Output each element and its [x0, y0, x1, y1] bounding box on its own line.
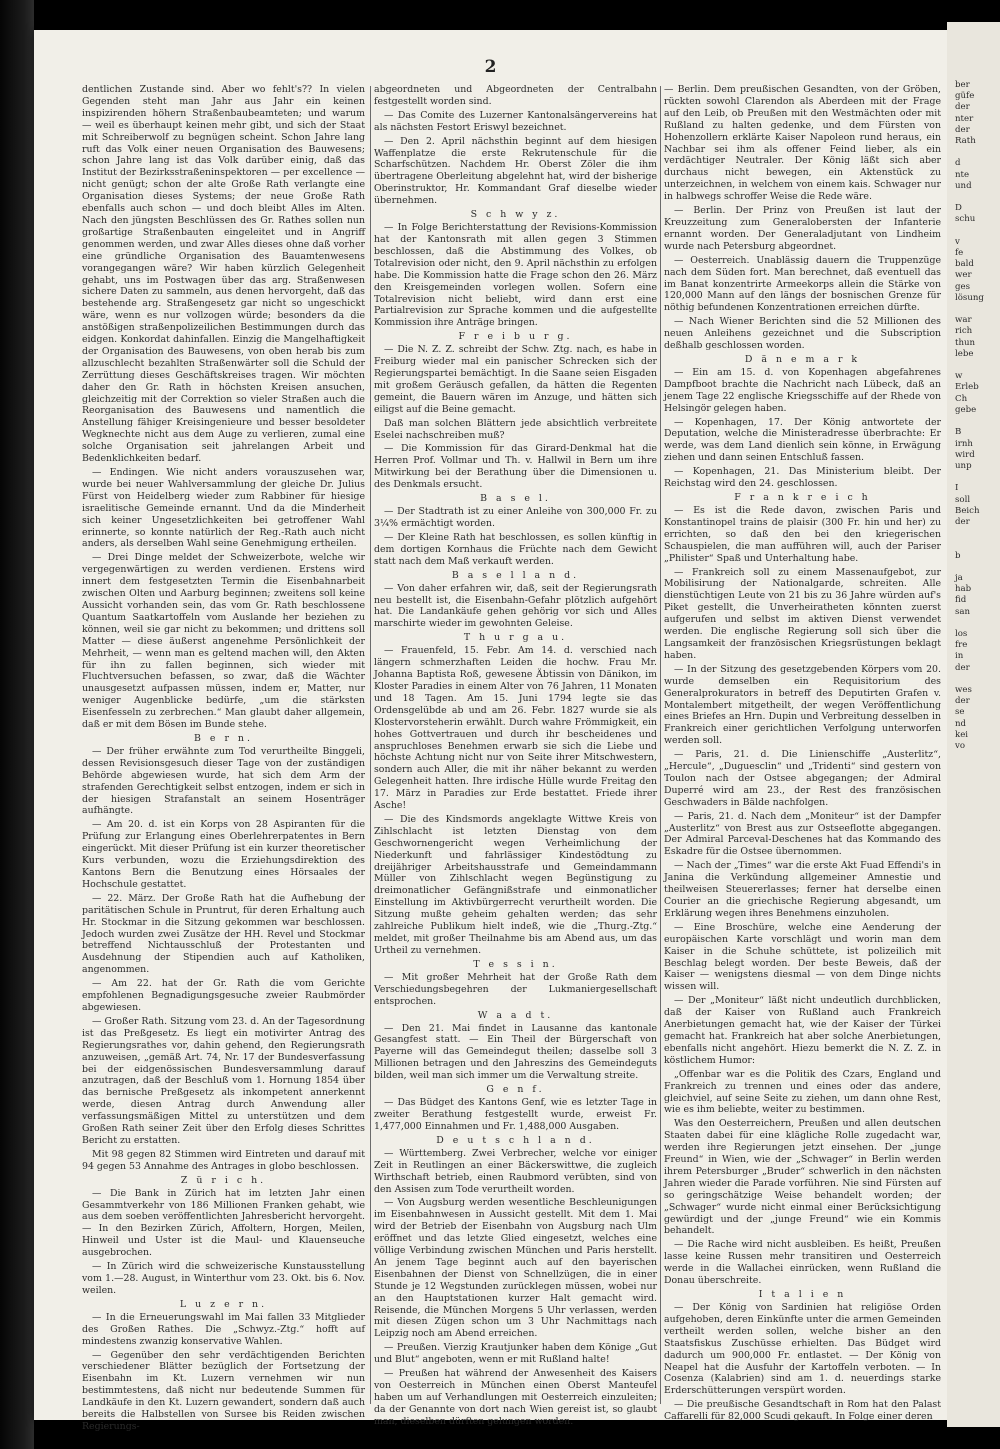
section-heading: G e n f. [486, 1084, 545, 1096]
article-text: — Der Kleine Rath hat beschlossen, es sollen künftig in dem dortigen Kornhaus die Früchte nach dem Gewicht statt nach dem Maß verkauft werden. [374, 531, 657, 567]
article-block [664, 1069, 941, 1117]
article-block [664, 664, 941, 747]
article-text: — Der „Moniteur“ läßt nicht undeutlich durchblicken, daß der Kaiser von Rußland auch Frankreich Anerbietungen gemacht hat, wie der Kaiser der Türkei gemacht hat. Frankreich hat aber solche Anerbietungen, ebenfalls nicht angehört. Hiezu bemerkt die N. Z. Z. in köstlichem Humor: [664, 995, 941, 1066]
article-block [664, 995, 941, 1066]
newspaper-page [34, 30, 947, 1432]
article-block [82, 978, 365, 1014]
scan-background-left [0, 0, 34, 1449]
column-2 [374, 84, 657, 1427]
section-heading: I t a l i e n [758, 1289, 847, 1300]
section-heading: F r a n k r e i c h [734, 492, 871, 503]
article-block [374, 209, 657, 329]
article-text: — Am 22. hat der Gr. Rath die vom Gerichte empfohlenen Begnadigungsgesuche zweier Raubmörder abgewiesen. [82, 978, 365, 1013]
article-text: — Preußen. Vierzig Krautjunker haben dem Könige „Gut und Blut“ angeboten, wenn er mit Rußland halte! [374, 1342, 657, 1366]
article-block [664, 922, 941, 993]
article-block [82, 552, 365, 731]
article-block [82, 1350, 365, 1433]
article-block [374, 331, 657, 415]
article-text: — In die Erneuerungswahl im Mai fallen 33 Mitglieder des Großen Rathes. Die „Schwyz.-Ztg.“ hofft auf mindestens zwanzig konservative Wahlen. [82, 1311, 365, 1347]
page-number: 2 [484, 57, 497, 77]
article-text: — Frankreich soll zu einem Massenaufgebot, zur Mobilisirung der Nationalgarde, schreiten. Alle dienstüchtigen Leute von 21 bis zu 36 Jahre würden auf's Piket gestellt, die Unverheiratheten könnten zuerst aufgerufen und selbst im aktiven Dienst verwendet werden. Die englische Regierung soll sich über die Langsamkeit der französischen Kriegsrüstungen beklagt haben. [664, 566, 941, 661]
article-text: — Berlin. Der Prinz von Preußen ist laut der Kreuzzeitung zum Generalobersten der Infanterie ernannt worden. Der Generaladjutant von Lindheim wurde nach Petersburg abgeordnet. [664, 205, 941, 252]
article-text: — Der König von Sardinien hat religiöse Orden aufgehoben, deren Einkünfte unter die armen Gemeinden vertheilt werden sollen, welche bisher an den Staatsfiskus Zuschüsse erhielten. Das Büdget wird dadurch um 900,000 Fr. entlastet. — Der König von Neapel hat die Ausfuhr der Kartoffeln verboten. — In Cosenza (Kalabrien) sind am 1. d. neuerdings starke Erderschütterungen verspürt worden. [664, 1302, 941, 1397]
article-text: — Großer Rath. Sitzung vom 23. d. An der Tagesordnung ist das Preßgesetz. Es liegt ein motivirter Antrag des Regierungsrathes vor, dahin gehend, den Regierungsrath anzuweisen, „gemäß Art. 74, Nr. 17 der Bundesverfassung bei der eidgenössischen Bundesversammlung darauf anzutragen, daß der Beschluß vom 1. Hornung 1854 über das bernische Preßgesetz als inkompetent annerkennt werde, diesen Antrag durch Anwendung aller verfassungsmäßigen Mittel zu unterstützen und dem Großen Rath seiner Zeit über den Erfolg dieses Schrittes Bericht zu erstatten. [82, 1015, 365, 1146]
article-block [374, 532, 657, 568]
article-block [664, 466, 941, 490]
article-text: — Es ist die Rede davon, zwischen Paris und Konstantinopel trains de plaisir (300 Fr. hin und her) zu errichten, so daß den bei den kriegerischen Schauspielen, die man aufführen will, auch der Pariser „Philister“ Spaß und Unterhaltung habe. [664, 505, 941, 564]
article-text: — Oesterreich. Unablässig dauern die Truppenzüge nach dem Süden fort. Man berechnet, daß eventuell das im Banat konzentrirte Armeekorps allein die Stärke von 120,000 Mann auf den längs der bosnischen Grenze für nöthig befundenen Konzentrationen erreichen dürfte. [664, 254, 941, 314]
article-block [82, 467, 365, 550]
section-heading: B a s e l. [480, 493, 551, 505]
article-text: Daß man solchen Blättern jede absichtlich verbreitete Eselei nachschreiben muß? [374, 417, 657, 441]
section-heading: S c h w y z. [470, 209, 561, 221]
article-text: — Die N. Z. Z. schreibt der Schw. Ztg. nach, es habe in Freiburg wieder mal ein panischer Schrecken sich der Regierungspartei bemächtigt. In die Saane seien Eisgaden mit großem Geräusch gefallen, da hätten die Regenten gemeint, die Bauern wären im Anzuge, und hätten sich eiligst auf die Beine gemacht. [374, 344, 657, 415]
article-block [374, 418, 657, 442]
article-block [82, 84, 365, 465]
article-block [664, 492, 941, 565]
article-block [374, 632, 657, 812]
article-text: — Berlin. Dem preußischen Gesandten, von der Gröben, rückten sowohl Clarendon als Aberdeen mit der Frage auf den Leib, ob Preußen mit den Westmächten oder mit Rußland zu halten gedenke, und dem Fürsten von Hohenzollern erklärte Kaiser Napoleon rund heraus, ein Nachbar sei ihm als offener Feind lieber, als ein verdächtiger Neutraler. Der König läßt sich aber durchaus nicht bewegen, ein Aktenstück zu unterzeichnen, in welchem von einem kais. Schwager nur in halbwegs schroffer Weise die Rede wäre. [664, 84, 941, 203]
article-text: — Der Stadtrath ist zu einer Anleihe von 300,000 Fr. zu 3¼% ermächtigt worden. [374, 506, 657, 529]
article-text: — Frauenfeld, 15. Febr. Am 14. d. verschied nach längern schmerzhaften Leiden die hochw. Frau Mr. Johanna Baptista Roß, gewesene Äbtissin von Dänikon, im Kloster Paradies in einem Alter von 76 Jahren, 11 Monaten und 18 Tagen. Am 15. Juni 1794 legte sie das Ordensgelübde ab und am 26. Febr. 1827 wurde sie als Klostervorsteherin erwählt. Durch wahre Frömmigkeit, ein hohes Gottvertrauen und durch ihr bescheidenes und anspruchloses Benehmen erwarb sie sich die Liebe und höchste Achtung nicht nur von Seite ihrer Mitschwestern, sondern auch Aller, die mit ihr näher bekannt zu werden Gelegenheit hatten. Ihre irdische Hülle wurde Freitag den 17. März in Paradies zur Erde bestattet. Friede ihrer Asche! [374, 645, 657, 812]
article-block [82, 1149, 365, 1173]
article-block [374, 1084, 657, 1133]
article-text: — Die Rache wird nicht ausbleiben. Es heißt, Preußen lasse keine Russen mehr transitiren und Oesterreich werde in die Wallachei einrücken, wenn Rußland die Donau überschreite. [664, 1239, 941, 1287]
article-text: — Die Kommission für das Girard-Denkmal hat die Herren Prof. Vollmar und Th. v. Hallwil in Bern um ihre Mitwirkung bei der Berathung über die Dimensionen u. des Denkmals ersucht. [374, 443, 657, 491]
article-text: — Die preußische Gesandtschaft in Rom hat den Palast Caffarelli für 82,000 Scudi gekauft. In Folge einer deren [664, 1399, 941, 1423]
article-text: — In der Sitzung des gesetzgebenden Körpers vom 20. wurde demselben ein Requisitorium des Generalprokurators in betreff des Deputirten Grafen v. Montalembert mitgetheilt, der wegen Veröffentlichung eines Briefes an Hrn. Dupin und Verbreitung desselben in Frankreich einer gerichtlichen Verfolgung unterworfen werden soll. [664, 663, 941, 747]
article-text: — Kopenhagen, 17. Der König antwortete der Deputation, welche die Ministeradresse überbrachte: Er werde, was dem Land dienlich sein könne, in Erwägung ziehen und dann seinen Entschluß fassen. [664, 416, 941, 464]
article-text: Mit 98 gegen 82 Stimmen wird Eintreten und darauf mit 94 gegen 53 Annahme des Antrages in globo beschlossen. [82, 1148, 365, 1172]
column-divider [660, 86, 661, 1404]
article-block [82, 733, 365, 817]
article-text: — Der früher erwähnte zum Tod verurtheilte Binggeli, dessen Revisionsgesuch dieser Tage von der zuständigen Behörde abgewiesen wurde, hat sich dem Arm der strafenden Gerechtigkeit selbst entzogen, indem er sich in der hiesigen Strafanstalt an seinem Hosenträger aufhängte. [82, 745, 365, 817]
section-heading: F r e i b u r g. [458, 331, 573, 343]
column-1 [82, 84, 365, 1432]
section-heading: B e r n. [194, 732, 253, 744]
article-block [374, 1197, 657, 1340]
article-block [664, 749, 941, 809]
article-block [82, 1261, 365, 1297]
column-divider [370, 86, 371, 1404]
article-block [82, 1016, 365, 1147]
article-text: — Das Comite des Luzerner Kantonalsängervereins hat als nächsten Festort Eriswyl bezeichnet. [374, 109, 657, 133]
section-heading: D e u t s c h l a n d. [436, 1134, 595, 1146]
article-text: — Die Bank in Zürich hat im letzten Jahr einen Gesammtverkehr von 186 Millionen Franken gehabt, wie aus dem soeben veröffentlichten Jahresbericht hervorgeht. — In den Bezirken Zürich, Affoltern, Horgen, Meilen, Hinweil und Uster ist die Maul- und Klauenseuche ausgebrochen. [82, 1187, 365, 1259]
article-block [82, 819, 365, 890]
article-text: — Endingen. Wie nicht anders vorauszusehen war, wurde bei neuer Wahlversammlung der gleiche Dr. Julius Fürst von Heidelberg wieder zum Rabbiner für hiesige israelitische Gemeinde ernannt. Und da die Minderheit sich keiner Ungesetzlichkeiten bei getroffener Wahl erinnerte, so konnte natürlich der Reg.-Rath auch nicht anders, als derselben Wahl seine Genehmigung ertheilen. [82, 467, 365, 550]
article-block [664, 1289, 941, 1397]
article-text: — Von daher erfahren wir, daß, seit der Regierungsrath neu bestellt ist, die Eisenbahn-Gefahr plötzlich aufgehört hat. Die Landankäufe gehen gehörig vor sich und Alles marschirte wieder im gewohnten Geleise. [374, 582, 657, 630]
article-text: — Paris, 21. d. Nach dem „Moniteur“ ist der Dampfer „Austerlitz“ von Brest aus zur Ostseeflotte abgegangen. Der Admiral Parceval-Deschenes hat das Kommando des Eskadre für die Ostsee übernommen. [664, 810, 941, 858]
section-heading: W a a d t. [477, 1009, 554, 1021]
article-text: — In Zürich wird die schweizerische Kunstausstellung vom 1.—28. August, in Winterthur vom 23. Okt. bis 6. Nov. weilen. [82, 1261, 365, 1296]
article-block [82, 1299, 365, 1348]
article-text: — In Folge Berichterstattung der Revisions-Kommission hat der Kantonsrath mit allen gegen 3 Stimmen beschlossen, daß die Abstimmung des Volkes, ob Totalrevision oder nicht, den 9. April nächsthin zu erfolgen habe. Die Kommission hatte die Frage schon den 26. März den Kreisgemeinden vorlegen wollen. Sofern eine Totalrevision nicht beliebt, wird dann erst eine Partialrevision zur Sprache kommen und die aufgestellte Kommission ihre Anträge bringen. [374, 222, 657, 329]
article-block [664, 205, 941, 253]
article-block [664, 84, 941, 203]
article-text: — Preußen hat während der Anwesenheit des Kaisers von Oesterreich in München einen Oberst Manteufel haben um auf Verhandlungen mit Oesterreich einzuleiten; da der Genannte von dort nach Wien gereist ist, so glaubt man, dieselben dürften gelungen worden. [374, 1368, 657, 1427]
article-text: — 22. März. Der Große Rath hat die Aufhebung der paritätischen Schule in Pruntrut, für deren Erhaltung auch Hr. Stockmar in die Sitzung gekommen war beschlossen. Jedoch wurden zwei Zusätze der HH. Revel und Stockmar betreffend Nichtausschluß der Protestanten und Ausdehnung der Stipendien auch auf Katholiken, angenommen. [82, 892, 365, 976]
article-text: „Offenbar war es die Politik des Czars, England und Frankreich zu trennen und eines oder das andere, gleichviel, auf seine Seite zu ziehen, um dann ohne Rest, wie es ihm beliebte, weiter zu bestimmen. [664, 1068, 941, 1116]
section-heading: Z ü r i c h. [180, 1174, 267, 1186]
article-text: — Mit großer Mehrheit hat der Große Rath dem Verschiedungsbegehren der Lukmaniergesellschaft entsprochen. [374, 971, 657, 1007]
article-block [374, 570, 657, 631]
article-text: — Württemberg. Zwei Verbrecher, welche vor einiger Zeit in Reutlingen an einer Bäckerswittwe, die zugleich Wirthschaft betrieb, einen Raubmord verübten, sind von den Assisen zum Tode verurtheilt worden. [374, 1147, 657, 1195]
article-block [374, 1010, 657, 1083]
article-block [82, 893, 365, 976]
article-text: — Die des Kindsmords angeklagte Wittwe Kreis von Zihlschlacht ist letzten Dienstag von dem Geschwornengericht wegen Verheimlichung der Niederkunft und fahrlässiger Kindestödtung zu dreijähriger Arbeitshausstrafe und Gemeindammann Müller von Zihlschlacht wegen Begünstigung zu dreimonatlicher Gefängnißstrafe und einmonatlicher Einstellung im Aktivbürgerrecht verurtheilt worden. Die Sitzung mußte geheim gehalten werden; das sehr zahlreiche Publikum hielt indeß, wie die „Thurg.-Ztg.“ meldet, mit großer Theilnahme bis am Abend aus, um das Urtheil zu vernehmen. [374, 813, 657, 956]
article-block [664, 1118, 941, 1237]
article-block [664, 811, 941, 859]
article-text: — Nach der „Times“ war die erste Akt Fuad Effendi's in Janina die Verkündung allgemeiner Amnestie und theilweisen Steuererlasses; ferner hat derselbe einen Courier an die griechische Regierung abgesandt, um Erklärung wegen ihres Benehmens einzuholen. [664, 860, 941, 919]
article-text: dentlichen Zustande sind. Aber wo fehlt's?? In vielen Gegenden steht man Jahr aus Jahr ein keinen inspizirenden höhern Straßenbaubeamteten; und warum — weil es überhaupt keinen mehr gibt, und sich der Staat mit Schreiberwolf zu begnügen scheint. Schon Jahre lang ruft das Volk einer neuen Organisation des Bauwesens; schon Jahre lang ist das Volk darüber einig, daß das Institut der Bezirksstraßeninspektoren — per excellence — nicht genügt; schon der alte Große Rath verlangte eine Organisation dieses Systems; der neue Große Rath ebenfalls auch schon — und doch bleibt Alles im Alten. Nach den jüngsten Beschlüssen des Gr. Rathes sollen nun großartige Straßenbauten eingeleitet und in Angriff genommen werden, und zwar Alles dieses ohne daß vorher eine gründliche Organisation des Bauamtenwesens vorangegangen wäre? Wir haben kürzlich Gelegenheit gehabt, uns im Postwagen über das arg. Straßenwesen sichere Daten zu sammeln, aus denen hervorgeht, daß das bestehende arg. Straßengesetz gar nicht so ungeschickt wäre, wenn es nur vollzogen würde; besonders da die anstößigen straßenpolizeilichen Bestimmungen durch das eidgen. Konkordat dahinfallen. Einzig die Mangelhaftigkeit der Organisation des Bauwesens, von oben herab bis zum allzuschlecht bezahlten Straßenwärter soll die Schuld der Zerrüttung dieses Geschäftskreises tragen. Wir möchten daher den Gr. Rath in höchsten Kreisen ansuchen, gleichzeitig mit der Correktion so vieler Straßen auch die Reorganisation des Bauwesens und namentlich die Anstellung fähiger Kreisingenieure und besser besoldeter Wegknechte nicht aus dem Auge zu verlieren, zumal eine solche Organisation seit jahrelangen Arbeit und Bedenklichkeiten bedarf. [82, 84, 365, 465]
article-block [82, 1175, 365, 1259]
section-heading: D ä n e m a r k [744, 353, 861, 365]
article-text: — Nach Wiener Berichten sind die 52 Millionen des neuen Anleihens gezeichnet und die Subscription deßhalb geschlossen worden. [664, 316, 941, 352]
article-block [374, 493, 657, 530]
article-block [664, 417, 941, 465]
article-text: — Drei Dinge meldet der Schweizerbote, welche wir vergegenwärtigen zu werden verdienen. Erstens wird innert dem festgesetzten Termin die Eisenbahnarbeit zwischen Olten und Aarburg beginnen; zweitens soll keine Aussicht vorhanden sein, das vom Gr. Rath beschlossene Quantum Saatkartoffeln vom Auslande her beziehen zu können, weil sie gar nicht zu bekommen; und drittens soll Matter — diese äußerst angenehme Persönlichkeit der Mehrheit, — wenn man es geltend machen will, den Akten für ihn zu fallen beginnen, sich wieder mit Fluchtversuchen befassen, so zwar, daß die Wächter unausgesetzt aufpassen müssen, indem er, Matter, nur weniger Augenblicke bedürfe, „um die stärksten Eisenfesseln zu zerbrechen.“ Man glaubt daher allgemein, daß er mit dem Bösen im Bunde stehe. [82, 552, 365, 731]
next-page-edge-text: ber güfe der nter der Rath d nte und D schu v fe bald wer ges lösung war rich thun lebe w Erleb Ch gebe B irnh wird unp I soll Beich der b ja hab fid san los fre in der wes der se nd kei vo [955, 80, 984, 751]
article-block [374, 959, 657, 1008]
article-block [374, 443, 657, 491]
article-block [374, 110, 657, 134]
article-block [664, 1239, 941, 1287]
article-block [664, 316, 941, 352]
section-heading: L u z e r n. [179, 1298, 268, 1310]
article-block [374, 1135, 657, 1196]
article-block [664, 860, 941, 920]
section-heading: T h u r g a u. [463, 632, 568, 644]
article-block [664, 354, 941, 415]
section-heading: T e s s i n. [473, 958, 558, 970]
column-3 [664, 84, 941, 1423]
section-heading: B a s e l l a n d. [451, 569, 580, 581]
article-block [664, 255, 941, 315]
article-text: Was den Oesterreichern, Preußen und allen deutschen Staaten dabei für eine klägliche Rolle zugedacht war, werden ihre Regierungen jetzt einsehen. Der „junge Freund“ in Wien, wie der „Schwager“ in Berlin werden ihrem Petersburger „Bruder“ schwerlich in den nächsten Jahren wieder die Parade vorführen. Nie sind Fürsten auf so geringschätzige Weise behandelt worden; der „Schwager“ wurde nicht einmal einer Berücksichtigung gewürdigt und der „junge Freund“ wie ein Kommis behandelt. [664, 1118, 941, 1237]
article-text: — Den 2. April nächsthin beginnt auf dem hiesigen Waffenplatze die erste Rekrutenschule für die Scharfschützen. Nachdem Hr. Oberst Zöler die ihm übertragene Oberleitung abgelehnt hat, wird der bisherige Oberinstruktor, Hr. Kommandant Graf dieselbe wieder übernehmen. [374, 135, 657, 207]
article-text: — Paris, 21. d. Die Linienschiffe „Austerlitz“, „Hercule“, „Duguesclin“ und „Tridenti“ sind gestern von Toulon nach der Ostsee abgegangen; der Admiral Duperré wird am 23., der Rest des französischen Geschwaders in Bälde nachfolgen. [664, 749, 941, 808]
article-text: — Eine Broschüre, welche eine Aenderung der europäischen Karte vorschlägt und worin man dem Kaiser in die Schuhe schüttete, ist polizeilich mit Beschlag belegt worden. Der beste Beweis, daß der Kaiser — wenigstens diesmal — von dem Dinge nichts wissen will. [664, 921, 941, 993]
article-text: — Den 21. Mai findet in Lausanne das kantonale Gesangfest statt. — Ein Theil der Bürgerschaft von Payerne will das Gemeindegut theilen; dasselbe soll 3 Millionen betragen und den Jahreszins des Gemeindeguts bilden, weil man sich immer um die Verwaltung streite. [374, 1022, 657, 1082]
article-text: — Von Augsburg werden wesentliche Beschleunigungen im Eisenbahnwesen in Aussicht gestellt. Mit dem 1. Mai wird der Betrieb der Eisenbahn von Augsburg nach Ulm eröffnet und das letzte Glied eingesetzt, welches eine völlige Verbindung zwischen München und Paris herstellt. An jenem Tage beginnt auch auf den bayerischen Eisenbahnen der Dienst von Schnellzügen, die in einer Stunde je 12 Wegstunden zurücklegen müssen, wobei nur an den Hauptstationen kurzer Halt gemacht wird. Reisende, die München Morgens 5 Uhr verlassen, werden mit diesen Zügen schon um 3 Uhr Nachmittags nach Leipzig noch am Abend erreichen. [374, 1197, 657, 1340]
article-text: — Das Büdget des Kantons Genf, wie es letzter Tage in zweiter Berathung festgestellt wurde, erweist Fr. 1,477,000 Einnahmen und Fr. 1,488,000 Ausgaben. [374, 1097, 657, 1132]
article-block [664, 567, 941, 662]
article-block [374, 1368, 657, 1428]
next-page-edge [947, 22, 1000, 1427]
article-text: — Kopenhagen, 21. Das Ministerium bleibt. Der Reichstag wird den 24. geschlossen. [664, 466, 941, 490]
article-block [664, 1399, 941, 1423]
article-text: abgeordneten und Abgeordneten der Centralbahn festgestellt worden sind. [374, 84, 657, 107]
article-block [374, 1342, 657, 1366]
article-block [374, 136, 657, 207]
article-text: — Gegenüber den sehr verdächtigenden Berichten verschiedener Blätter bezüglich der Fortsetzung der Eisenbahn im Kt. Luzern vernehmen wir nun bestimmtestens, daß nicht nur bedeutende Summen für Landkäufe in den Kt. Luzern gewandert, sondern daß auch bereits die Halbstellen von Sursee bis Reiden zwischen Regierungs- [82, 1349, 365, 1432]
article-text: — Am 20. d. ist ein Korps von 28 Aspiranten für die Prüfung zur Erlangung eines Oberlehrerpatentes in Bern eingerückt. Mit dieser Prüfung ist ein kurzer theoretischer Kurs verbunden, wozu die Erziehungsdirektion des Kantons Bern die Benutzung eines Hörsaales der Hochschule gestattet. [82, 819, 365, 890]
article-block [374, 814, 657, 957]
article-block [374, 84, 657, 108]
article-text: — Ein am 15. d. von Kopenhagen abgefahrenes Dampfboot brachte die Nachricht nach Lübeck, daß an jenem Tage 22 englische Kriegsschiffe auf der Rhede von Helsingör gelegen haben. [664, 366, 941, 414]
